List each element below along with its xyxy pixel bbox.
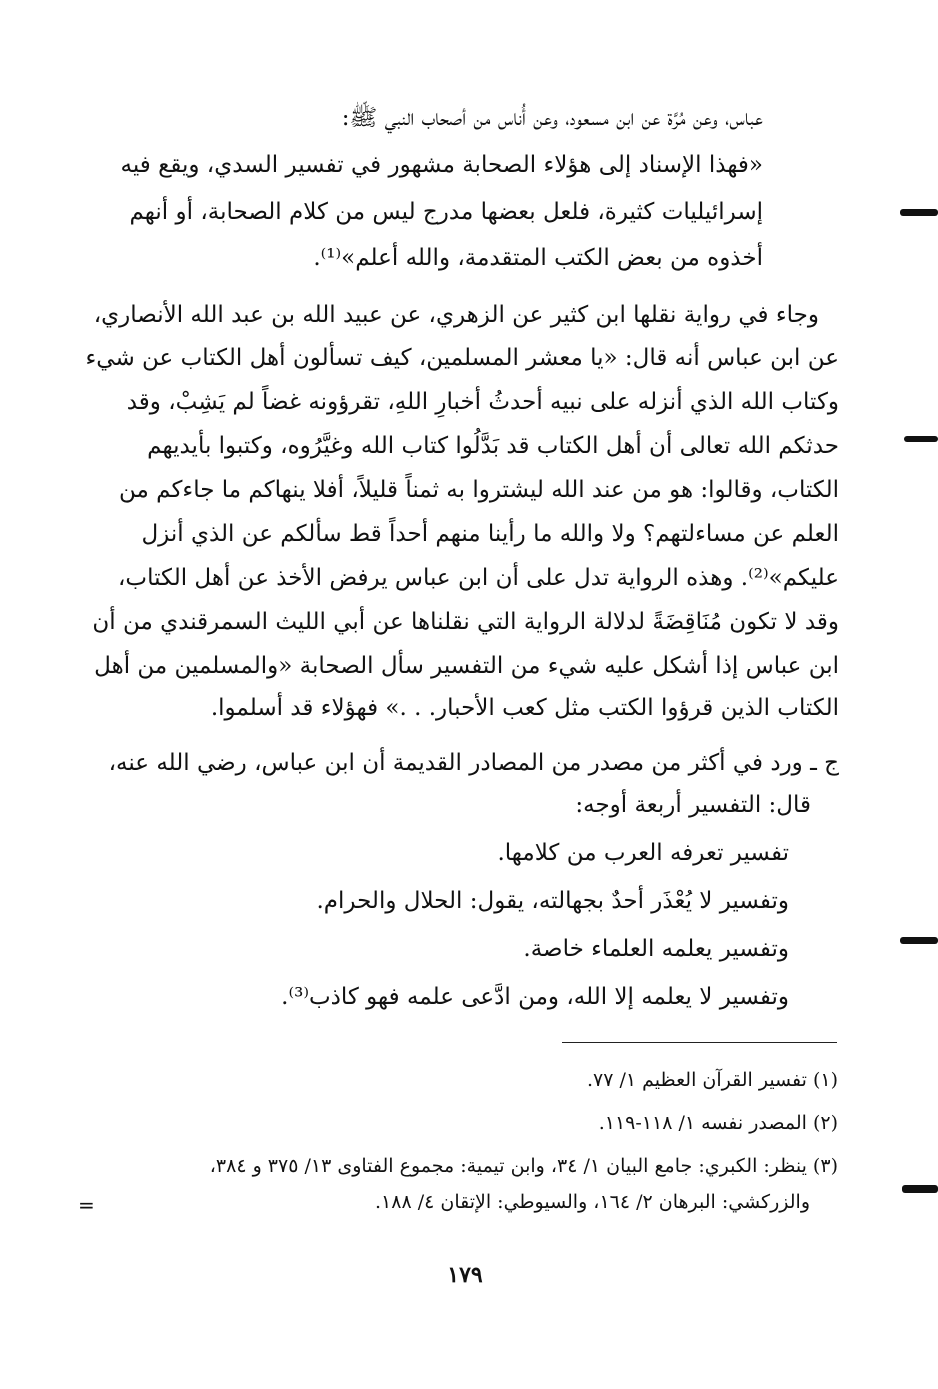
paragraph-1-line-4: أخذوه من بعض الكتب المتقدمة، والله أعلم»⁽¹⁾. (313, 245, 763, 271)
paragraph-1-line-3: إسرائيليات كثيرة، فلعل بعضها مدرج ليس من كلام الصحابة، أو أنهم (129, 199, 763, 225)
paragraph-2-line-1: وجاء في رواية نقلها ابن كثير عن الزهري، عن عبيد الله بن عبد الله الأنصاري، (93, 302, 819, 328)
paragraph-2-line-6: العلم عن مساءلتهم؟ ولا والله ما رأينا منهم أحداً قط سألكم عن الذي أنزل (141, 521, 839, 547)
paragraph-2-line-10: الكتاب الذين قرؤوا الكتب مثل كعب الأحبار. . .» فهؤلاء قد أسلموا. (210, 695, 839, 721)
margin-mark-3 (900, 937, 938, 944)
paragraph-2-line-5: الكتاب، وقالوا: هو من عند الله ليشتروا به ثمناً قليلاً، أفلا ينهاكم ما جاءكم من (119, 477, 839, 503)
paragraph-3 (95, 742, 839, 1022)
margin-mark-4 (902, 1185, 938, 1193)
paragraph-2-line-3: وكتاب الله الذي أنزله على نبيه أحدثُ أخبارِ اللهِ، تقرؤونه غضاً لم يَشِبْ، وقد (126, 389, 839, 415)
margin-mark-2 (904, 436, 938, 442)
paragraph-2 (85, 295, 839, 725)
footnote-1: (١) تفسير القرآن العظيم ١/ ٧٧. (586, 1069, 838, 1091)
paragraph-1-line-1: عباس، وعن مُرَّة عن ابن مسعود، وعن أُناس من أصحاب النبي ﷺ: (341, 105, 763, 131)
paragraph-2-line-8: وقد لا تكون مُنَاقِضَةً لدلالة الرواية التي نقلناها عن أبي الليث السمرقندي من أن (92, 609, 839, 635)
edge-equals-mark: = (78, 1193, 95, 1217)
paragraph-2-line-4: حدثكم الله تعالى أن أهل الكتاب قد بَدَّلُوا كتاب الله وغيَّرُوه، وكتبوا بأيديهم (147, 433, 839, 459)
paragraph-3-line-5: وتفسير يعلمه العلماء خاصة. (523, 936, 789, 962)
paragraph-2-line-7: عليكم»⁽²⁾. وهذه الرواية تدل على أن ابن عباس يرفض الأخذ عن أهل الكتاب، (118, 565, 839, 591)
footnote-separator (562, 1042, 837, 1043)
paragraph-1-line-2: «فهذا الإسناد إلى هؤلاء الصحابة مشهور في تفسير السدي، ويقع فيه (120, 152, 763, 178)
margin-mark-1 (900, 209, 938, 216)
paragraph-3-line-1: ج ـ ورد في أكثر من مصدر من المصادر القديمة أن ابن عباس، رضي الله عنه، (108, 750, 839, 776)
footnote-3-line-2: والزركشي: البرهان ٢/ ١٦٤، والسيوطي: الإتقان ٤/ ١٨٨. (374, 1191, 810, 1213)
paragraph-2-line-2: عن ابن عباس أنه قال: «يا معشر المسلمين، كيف تسألون أهل الكتاب عن شيء (85, 345, 839, 371)
paragraph-3-line-4: وتفسير لا يُعْذَر أحدٌ بجهالته، يقول: الحلال والحرام. (316, 888, 789, 914)
paragraph-3-line-3: تفسير تعرفه العرب من كلامها. (497, 840, 789, 866)
paragraph-1 (95, 100, 763, 280)
page-number: ١٧٩ (447, 1262, 483, 1288)
paragraph-3-line-2: قال: التفسير أربعة أوجه: (575, 792, 811, 818)
paragraph-3-line-6: وتفسير لا يعلمه إلا الله، ومن ادَّعى علمه فهو كاذب⁽³⁾. (281, 984, 789, 1010)
footnote-2: (٢) المصدر نفسه ١/ ١١٨-١١٩. (598, 1112, 838, 1134)
paragraph-2-line-9: ابن عباس إذا أشكل عليه شيء من التفسير سأل الصحابة «والمسلمين من أهل (94, 653, 839, 679)
footnote-3-line-1: (٣) ينظر: الكبري: جامع البيان ١/ ٣٤، وابن تيمية: مجموع الفتاوى ١٣/ ٣٧٥ و ٣٨٤، (209, 1155, 838, 1177)
